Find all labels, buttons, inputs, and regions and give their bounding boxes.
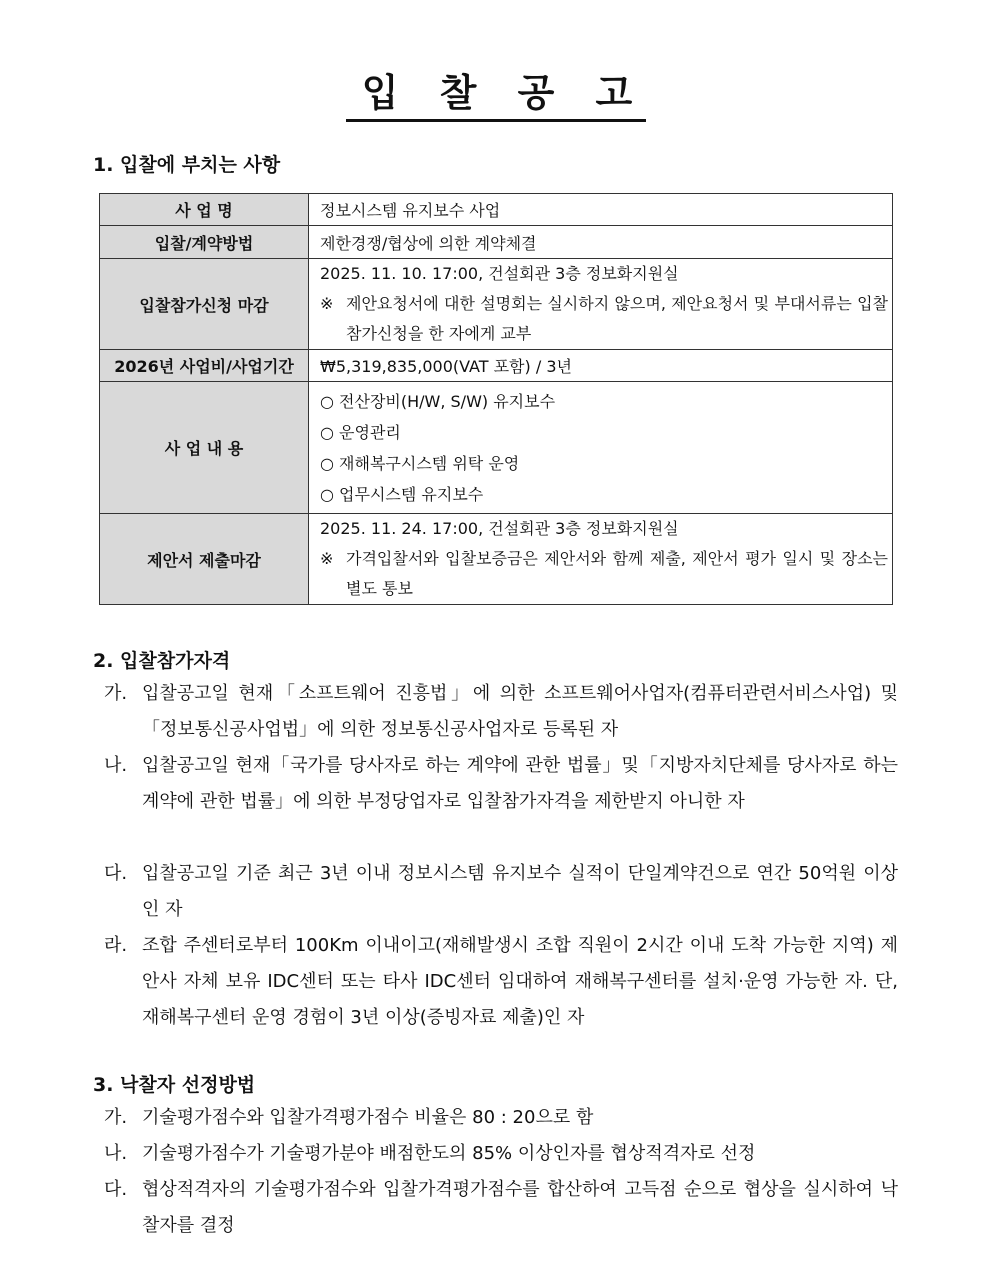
proposal-datetime: 2025. 11. 24. 17:00, 건설회관 3층 정보화지원실 xyxy=(320,519,679,538)
label-proposal: 제안서 제출마감 xyxy=(100,514,309,605)
row-deadline xyxy=(100,259,893,350)
value-budget: ₩5,319,835,000(VAT 포함) / 3년 xyxy=(309,350,893,382)
proposal-note-text: 가격입찰서와 입찰보증금은 제안서와 함께 제출, 제안서 평가 일시 및 장소는 별도 통보 xyxy=(346,549,888,598)
item-text: 입찰공고일 현재「소프트웨어 진흥법」에 의한 소프트웨어사업자(컴퓨터관련서비스사업) 및「정보통신공사업법」에 의한 정보통신공사업자로 등록된 자 xyxy=(142,683,898,740)
item-mark: 다. xyxy=(104,863,128,884)
proposal-note xyxy=(320,544,888,604)
item-mark: 다. xyxy=(104,1179,128,1200)
document-title-wrap xyxy=(0,62,992,122)
row-content xyxy=(100,382,893,514)
item-text: 협상적격자의 기술평가점수와 입찰가격평가점수를 합산하여 고득점 순으로 협상을 실시하여 낙찰자를 결정 xyxy=(142,1179,898,1236)
row-project-name xyxy=(100,194,893,226)
section2-heading: 2. 입찰참가자격 xyxy=(93,650,231,672)
row-proposal xyxy=(100,514,893,605)
item-text: 조합 주센터로부터 100Km 이내이고(재해발생시 조합 직원이 2시간 이내 도착 가능한 지역) 제안사 자체 보유 IDC센터 또는 타사 IDC센터 임대하여 재해복구센터를 설치·운영 가능한 자. 단, 재해복구센터 운영 경험이 3년 이상(증빙자료 제출)인 자 xyxy=(142,935,898,1028)
qualification-item xyxy=(104,928,898,1036)
selection-item xyxy=(104,1136,898,1172)
deadline-note-text: 제안요청서에 대한 설명회는 실시하지 않으며, 제안요청서 및 부대서류는 입찰참가신청을 한 자에게 교부 xyxy=(346,294,888,343)
label-method: 입찰/계약방법 xyxy=(100,226,309,259)
qualification-item xyxy=(104,676,898,748)
section1-heading: 1. 입찰에 부치는 사항 xyxy=(93,154,281,176)
label-project-name: 사 업 명 xyxy=(100,194,309,226)
selection-item xyxy=(104,1172,898,1244)
item-mark: 라. xyxy=(104,935,128,956)
item-mark: 나. xyxy=(104,1143,128,1164)
label-content: 사 업 내 용 xyxy=(100,382,309,514)
row-method xyxy=(100,226,893,259)
label-budget: 2026년 사업비/사업기간 xyxy=(100,350,309,382)
item-mark: 가. xyxy=(104,1107,128,1128)
document-title: 입 찰 공 고 xyxy=(346,62,647,122)
deadline-note xyxy=(320,289,888,349)
note-mark: ※ xyxy=(320,549,334,568)
section3-heading: 3. 낙찰자 선정방법 xyxy=(93,1074,256,1096)
content-item: ○ 재해복구시스템 위탁 운영 xyxy=(320,454,520,473)
item-text: 기술평가점수와 입찰가격평가점수 비율은 80 : 20으로 함 xyxy=(142,1107,594,1128)
selection-item xyxy=(104,1100,898,1136)
value-project-name: 정보시스템 유지보수 사업 xyxy=(309,194,893,226)
content-item: ○ 운영관리 xyxy=(320,423,401,442)
value-content xyxy=(309,382,893,514)
value-deadline xyxy=(309,259,893,350)
content-item: ○ 전산장비(H/W, S/W) 유지보수 xyxy=(320,392,556,411)
note-mark: ※ xyxy=(320,294,334,313)
deadline-datetime: 2025. 11. 10. 17:00, 건설회관 3층 정보화지원실 xyxy=(320,264,679,283)
value-method: 제한경쟁/협상에 의한 계약체결 xyxy=(309,226,893,259)
row-budget xyxy=(100,350,893,382)
label-deadline: 입찰참가신청 마감 xyxy=(100,259,309,350)
qualification-item xyxy=(104,748,898,820)
value-proposal xyxy=(309,514,893,605)
item-text: 입찰공고일 현재「국가를 당사자로 하는 계약에 관한 법률」및「지방자치단체를 당사자로 하는 계약에 관한 법률」에 의한 부정당업자로 입찰참가자격을 제한받지 아니한 자 xyxy=(142,755,898,812)
item-mark: 가. xyxy=(104,683,128,704)
item-text: 기술평가점수가 기술평가분야 배점한도의 85% 이상인자를 협상적격자로 선정 xyxy=(142,1143,756,1164)
qualification-item xyxy=(104,856,898,928)
item-mark: 나. xyxy=(104,755,128,776)
item-text: 입찰공고일 기준 최근 3년 이내 정보시스템 유지보수 실적이 단일계약건으로 연간 50억원 이상인 자 xyxy=(142,863,898,920)
bid-info-table xyxy=(99,193,893,605)
content-item: ○ 업무시스템 유지보수 xyxy=(320,485,484,504)
